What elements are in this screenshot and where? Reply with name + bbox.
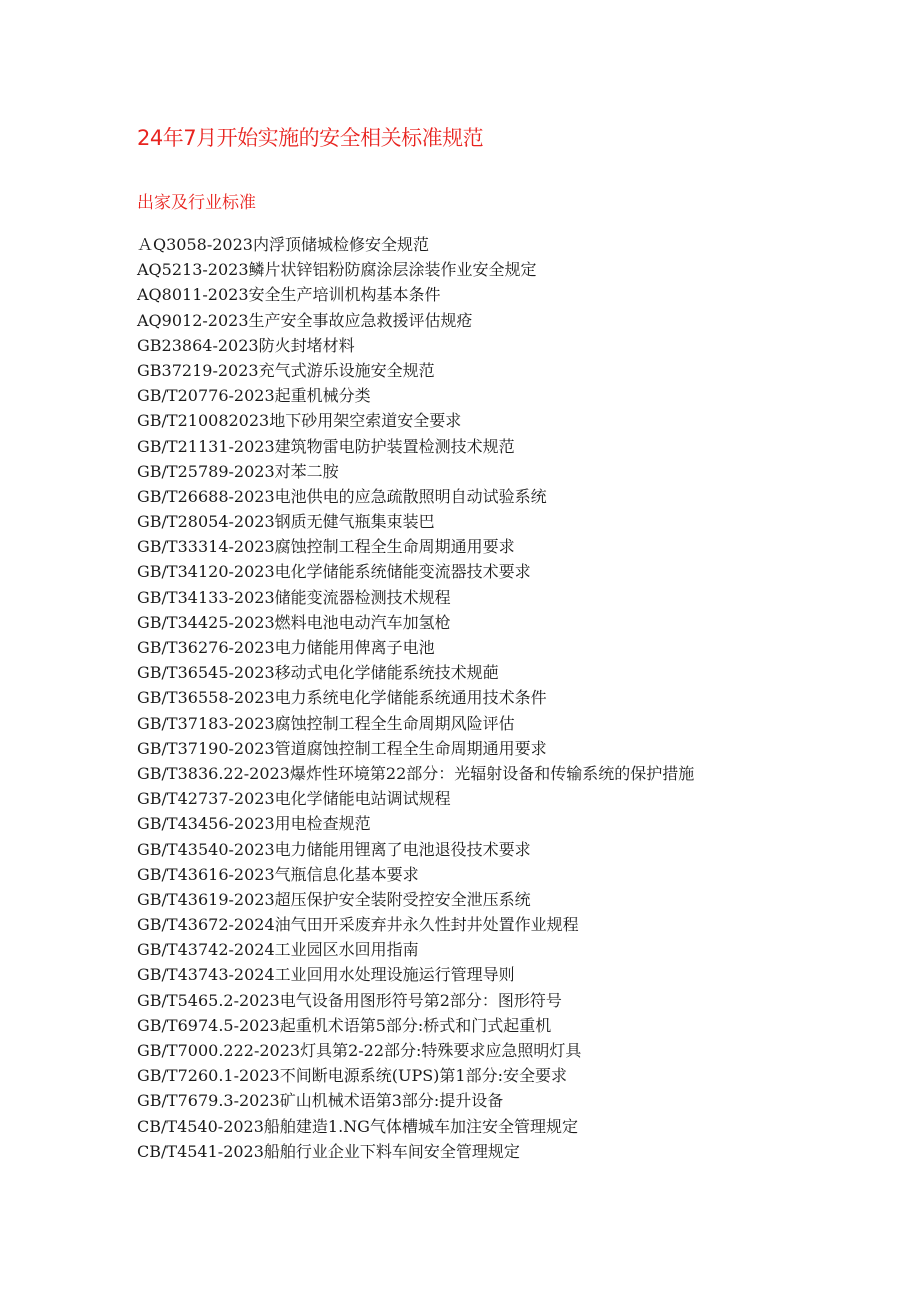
standard-item: GB/T33314-2023腐蚀控制工程全生命周期通用要求 [137, 537, 515, 557]
standard-item: GB/T3836.22-2023爆炸性环境第22部分：光辐射设备和传输系统的保护措施 [137, 763, 695, 783]
document-title: 24年7月开始实施的安全相关标准规范 [137, 126, 484, 150]
standard-item: GB/T34425-2023燃料电池电动汽车加氢枪 [137, 612, 451, 632]
standard-item: GB/T20776-2023起重机械分类 [137, 386, 371, 406]
standard-item: GB/T7000.222-2023灯具第2-22部分:特殊要求应急照明灯具 [137, 1041, 582, 1060]
standard-item: AQ9012-2023生产安全事故应急救援评估规疮 [137, 310, 473, 330]
standard-item: GB/T43619-2023超压保护安全装附受控安全泄压系统 [137, 889, 531, 909]
standard-item: GB/T21131-2023建筑物雷电防护装置检测技术规范 [137, 436, 515, 456]
standards-list [137, 232, 694, 1164]
standard-item: GB/T36276-2023电力储能用俾离子电池 [137, 638, 435, 657]
standard-item: GB/T43616-2023气瓶信息化基本要求 [137, 864, 419, 884]
standard-item: GB/T210082023地下砂用架空索道安全要求 [137, 411, 462, 431]
standard-item: AQ5213-2023鳞片状锌铝粉防腐涂层涂装作业安全规定 [137, 260, 537, 280]
standard-item: CB/T4541-2023船舶行业企业下料车间安全管理规定 [137, 1141, 520, 1161]
standard-item: GB/T43540-2023电力储能用锂离了电池退役技术要求 [137, 839, 531, 859]
standard-item: GB/T34120-2023电化学储能系统储能变流器技术要求 [137, 562, 531, 582]
standard-item: GB/T43742-2024工业园区水回用指南 [137, 940, 419, 960]
standard-item: GB/T6974.5-2023起重机术语第5部分:桥式和门式起重机 [137, 1015, 552, 1035]
standard-item: AQ8011-2023安全生产培训机构基本条件 [137, 285, 441, 305]
standard-item: GB/T43456-2023用电检查规范 [137, 814, 371, 834]
section-heading: 出家及行业标准 [137, 193, 256, 213]
standard-item: GB/T28054-2023钢质无健气瓶集束装巴 [137, 512, 435, 532]
standard-item: GB/T43672-2024油气田开采废弃井永久性封井处置作业规程 [137, 915, 579, 935]
standard-item: GB23864-2023防火封堵材料 [137, 335, 355, 355]
standard-item: GB/T36558-2023电力系统电化学储能系统通用技术条件 [137, 688, 547, 708]
standard-item: GB/T42737-2023电化学储能电站调试规程 [137, 789, 451, 809]
standard-item: GB/T7260.1-2023不间断电源系统(UPS)第1部分:安全要求 [137, 1066, 567, 1086]
standard-item: GB/T5465.2-2023电气设备用图形符号第2部分：图形符号 [137, 990, 562, 1010]
standard-item: GB37219-2023充气式游乐设施安全规范 [137, 360, 435, 380]
standard-item: CB/T4540-2023船舶建造1.NG气体槽城车加注安全管理规定 [137, 1116, 578, 1136]
standard-item: GB/T7679.3-2023矿山机械术语第3部分:提升设备 [137, 1091, 504, 1111]
standard-item: GB/T43743-2024工业回用水处理设施运行管理导则 [137, 965, 515, 985]
standard-item: GB/T37190-2023管道腐蚀控制工程全生命周期通用要求 [137, 738, 547, 758]
standard-item: GB/T26688-2023电池供电的应急疏散照明自动试验系统 [137, 486, 547, 506]
standard-item: GB/T25789-2023对苯二胺 [137, 461, 339, 481]
standard-item: GB/T34133-2023储能变流器检测技术规程 [137, 587, 451, 607]
standard-item: ＡQ3058-2023内浮顶储城检修安全规范 [137, 235, 429, 254]
standard-item: GB/T36545-2023移动式电化学储能系统技术规葩 [137, 663, 499, 683]
standard-item: GB/T37183-2023腐蚀控制工程全生命周期风险评估 [137, 713, 515, 733]
